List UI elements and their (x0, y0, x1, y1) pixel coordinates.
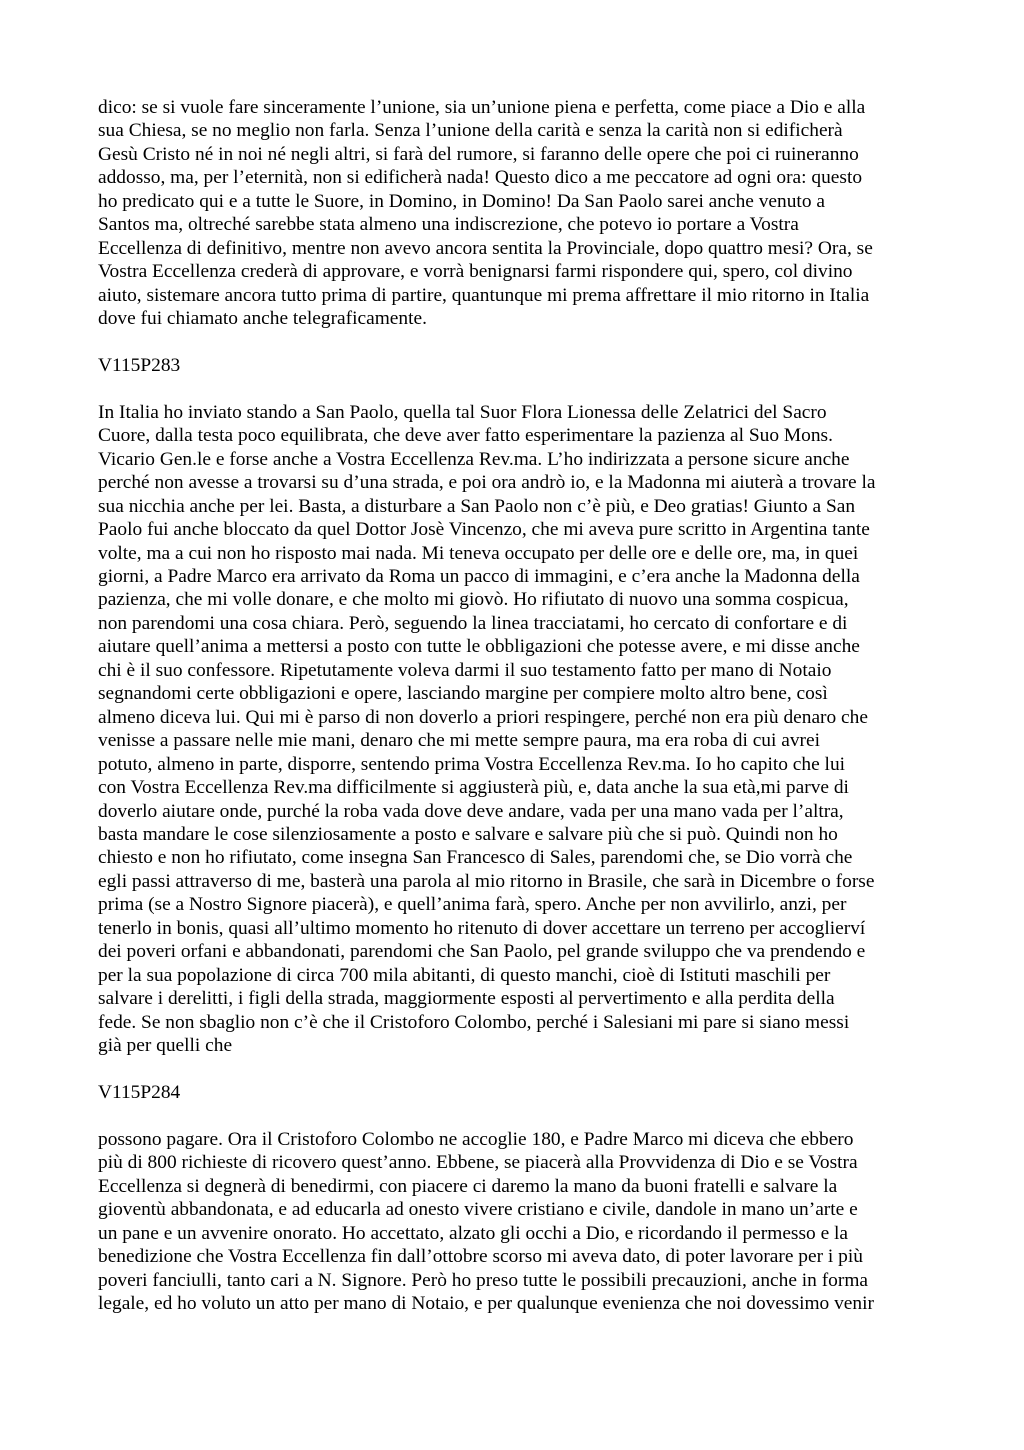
page-marker: V115P284 (98, 1081, 181, 1103)
text-line: pazienza, che mi volle donare, e che molto mi giovò. Ho rifiutato di nuovo una somma cospicua, (98, 589, 849, 611)
text-line: Santos ma, oltreché sarebbe stata almeno una indiscrezione, che potevo io portare a Vostra (98, 214, 799, 236)
text-line: giorni, a Padre Marco era arrivato da Roma un pacco di immagini, e c’era anche la Madonna della (98, 566, 860, 588)
text-line: dove fui chiamato anche telegraficamente. (98, 308, 427, 330)
document-page (98, 96, 934, 1316)
text-line: perché non avesse a trovarsi su d’una strada, e poi ora andrò io, e la Madonna mi aiuterà a trovare la (98, 472, 876, 494)
text-line: poveri fanciulli, tanto cari a N. Signore. Però ho preso tutte le possibili precauzioni, anche in forma (98, 1269, 869, 1291)
text-line: venisse a passare nelle mie mani, denaro che mi mette sempre paura, ma era roba di cui avrei (98, 730, 820, 752)
text-line: prima (se a Nostro Signore piacerà), e quell’anima farà, spero. Anche per non avvilirlo, anzi, per (98, 894, 847, 916)
text-line: aiutare quell’anima a mettersi a posto con tutte le obbligazioni che potesse avere, e mi disse anche (98, 636, 860, 658)
text-line: legale, ed ho voluto un atto per mano di Notaio, e per qualunque evenienza che noi dovessimo venir (98, 1293, 874, 1315)
text-line: con Vostra Eccellenza Rev.ma difficilmente si aggiusterà più, e, data anche la sua età,mi parve di (98, 777, 849, 799)
text-line: per la sua popolazione di circa 700 mila abitanti, di questo manchi, cioè di Istituti maschili per (98, 964, 831, 986)
paragraph-continuation (98, 1128, 934, 1316)
text-line: Vostra Eccellenza crederà di approvare, e vorrà benignarsi farmi rispondere qui, spero, col divino (98, 261, 853, 283)
text-line: sua nicchia anche per lei. Basta, a disturbare a San Paolo non c’è più, e Deo gratias! Giunto a San (98, 495, 856, 517)
text-line: tenerlo in bonis, quasi all’ultimo momento ho ritenuto di dover accettare un terreno per accoglierví (98, 917, 866, 939)
text-line: Eccellenza di definitivo, mentre non avevo ancora sentita la Provinciale, dopo quattro mesi? Ora, se (98, 237, 873, 259)
text-line: basta mandare le cose silenziosamente a posto e salvare e salvare più che si può. Quindi non ho (98, 824, 838, 846)
text-line: Vicario Gen.le e forse anche a Vostra Eccellenza Rev.ma. L’ho indirizzata a persone sicure anche (98, 448, 850, 470)
text-line: aiuto, sistemare ancora tutto prima di partire, quantunque mi prema affrettare il mio ritorno in Italia (98, 284, 870, 306)
paragraph-letter-continuation (98, 96, 934, 331)
text-line: un pane e un avvenire onorato. Ho accettato, alzato gli occhi a Dio, e ricordando il permesso e la (98, 1222, 849, 1244)
text-line: chi è il suo confessore. Ripetutamente voleva darmi il suo testamento fatto per mano di Notaio (98, 659, 832, 681)
text-line: almeno diceva lui. Qui mi è parso di non doverlo a priori respingere, perché non era più denaro che (98, 706, 868, 728)
paragraph-spacer (98, 331, 934, 354)
text-line: già per quelli che (98, 1035, 233, 1057)
text-line: Gesù Cristo né in noi né negli altri, si farà del rumore, si faranno delle opere che poi ci ruineranno (98, 143, 859, 165)
text-line: volte, ma a cui non ho risposto mai nada. Mi teneva occupato per delle ore e delle ore, ma, in quei (98, 542, 859, 564)
text-line: Cuore, dalla testa poco equilibrata, che deve aver fatto esperimentare la pazienza al Suo Mons. (98, 425, 833, 447)
text-line: Paolo fui anche bloccato da quel Dottor Josè Vincenzo, che mi aveva pure scritto in Argentina tante (98, 519, 870, 541)
text-line: addosso, ma, per l’eternità, non si edificherà nada! Questo dico a me peccatore ad ogni ora: questo (98, 167, 863, 189)
text-line: fede. Se non sbaglio non c’è che il Cristoforo Colombo, perché i Salesiani mi pare si siano messi (98, 1011, 850, 1033)
paragraph-spacer (98, 1058, 934, 1081)
text-line: non parendomi una cosa chiara. Però, seguendo la linea tracciatami, ho cercato di confortare e di (98, 612, 848, 634)
text-line: doverlo aiutare onde, purché la roba vada dove deve andare, vada per una mano vada per l’altra, (98, 800, 844, 822)
text-line: segnandomi certe obbligazioni e opere, lasciando margine per compiere molto altro bene, così (98, 683, 828, 705)
paragraph-spacer (98, 1104, 934, 1127)
text-line: più di 800 richieste di ricovero quest’anno. Ebbene, se piacerà alla Provvidenza di Dio e se Vostra (98, 1152, 858, 1174)
text-line: egli passi attraverso di me, basterà una parola al mio ritorno in Brasile, che sarà in Dicembre o forse (98, 870, 875, 892)
text-line: gioventù abbandonata, e ad educarla ad onesto vivere cristiano e civile, dandole in mano un’arte e (98, 1199, 858, 1221)
text-line: sua Chiesa, se no meglio non farla. Senza l’unione della carità e senza la carità non si edificherà (98, 120, 843, 142)
text-line: ho predicato qui e a tutte le Suore, in Domino, in Domino! Da San Paolo sarei anche venuto a (98, 190, 825, 212)
text-line: chiesto e non ho rifiutato, come insegna San Francesco di Sales, parendomi che, se Dio vorrà che (98, 847, 853, 869)
text-line: dei poveri orfani e abbandonati, parendomi che San Paolo, pel grande sviluppo che va prendendo e (98, 941, 866, 963)
text-line: benedizione che Vostra Eccellenza fin dall’ottobre scorso mi aveva dato, di poter lavorare per i più (98, 1246, 863, 1268)
paragraph-spacer (98, 377, 934, 400)
text-line: dico: se si vuole fare sinceramente l’unione, sia un’unione piena e perfetta, come piace a Dio e alla (98, 97, 866, 118)
paragraph-main-body (98, 401, 934, 1058)
text-line: possono pagare. Ora il Cristoforo Colombo ne accoglie 180, e Padre Marco mi diceva che ebbero (98, 1128, 854, 1150)
text-line: salvare i derelitti, i figli della strada, maggiormente esposti al pervertimento e alla perdita della (98, 988, 835, 1010)
text-line: In Italia ho inviato stando a San Paolo, quella tal Suor Flora Lionessa delle Zelatrici del Sacro (98, 401, 827, 423)
page-marker: V115P283 (98, 354, 181, 376)
text-line: potuto, almeno in parte, disporre, sentendo prima Vostra Eccellenza Rev.ma. Io ho capito che lui (98, 753, 846, 775)
text-line: Eccellenza si degnerà di benedirmi, con piacere ci daremo la mano da buoni fratelli e salvare la (98, 1175, 838, 1197)
